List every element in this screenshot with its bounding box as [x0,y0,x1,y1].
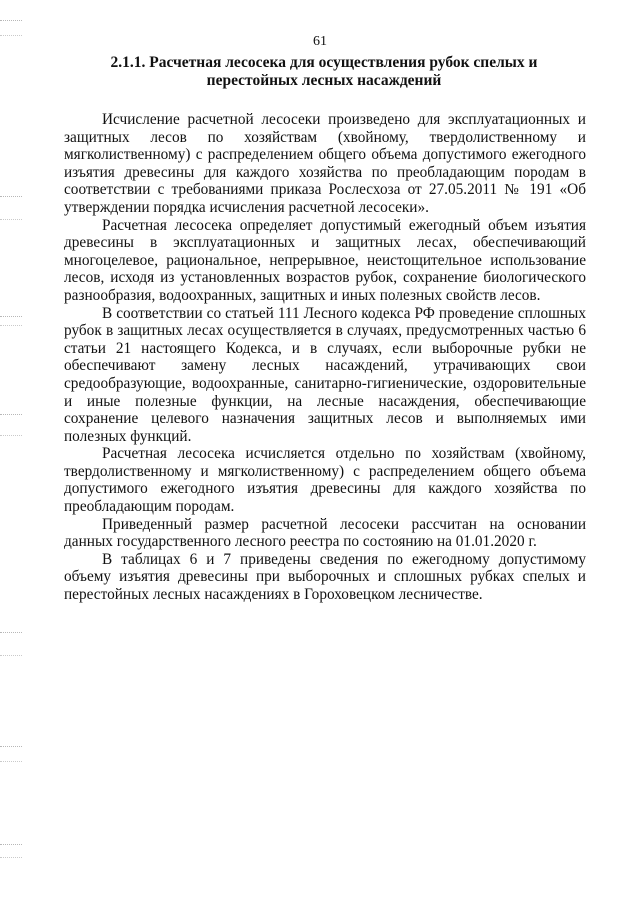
scan-artifact [0,632,22,656]
scan-artifact [0,196,22,220]
scan-artifact [0,316,22,326]
scan-artifact [0,844,22,858]
paragraph: Расчетная лесосека исчисляется отдельно по хозяйствам (хвойному, твердолиственному и мягколиственному) с распределением общего объема допустимого ежегодного изъятия древесины для каждого хозяйства по преобладающим породам. [64,445,586,516]
scan-artifact [0,746,22,762]
body-text [64,111,586,604]
paragraph: Приведенный размер расчетной лесосеки рассчитан на основании данных государственного лесного реестра по состоянию на 01.01.2020 г. [64,515,586,551]
paragraph: В таблицах 6 и 7 приведены сведения по ежегодному допустимому объему изъятия древесины при выборочных и сплошных рубках спелых и перестойных лесных насаждениях в Гороховецком лесничестве. [64,550,586,604]
page-number: 61 [313,34,327,49]
paragraph: Расчетная лесосека определяет допустимый ежегодный объем изъятия древесины в эксплуатационных и защитных лесах, обеспечивающий многоцелевое, рациональное, непрерывное, неистощительное использование лесов, исходя из установленных возрастов рубок, сохранение биологического разнообразия, водоохранных, защитных и иных полезных свойств лесов. [64,216,586,304]
scan-artifact [0,414,22,436]
paragraph: В соответствии со статьей 111 Лесного кодекса РФ проведение сплошных рубок в защитных лесах осуществляется в случаях, предусмотренных частью 6 статьи 21 настоящего Кодекса, и в случаях, если выборочные рубки не обеспечивают замену лесных насаждений, утрачивающих свои средообразующие, водоохранные, санитарно-гигиенические, оздоровительные и иные полезные функции, на лесные насаждения, обеспечивающие сохранение целевого назначения защитных лесов и выполняемых ими полезных функций. [64,304,586,445]
section-title: 2.1.1. Расчетная лесосека для осуществления рубок спелых и перестойных лесных насаждений [110,54,538,89]
paragraph: Исчисление расчетной лесосеки произведено для эксплуатационных и защитных лесов по хозяйствам (хвойному, твердолиственному и мягколиственному) с распределением общего объема допустимого ежегодного изъятия древесины для каждого хозяйства по преобладающим породам в соответствии с требованиями приказа Рослесхоза от 27.05.2011 № 191 «Об утверждении порядка исчисления расчетной лесосеки». [64,111,586,216]
